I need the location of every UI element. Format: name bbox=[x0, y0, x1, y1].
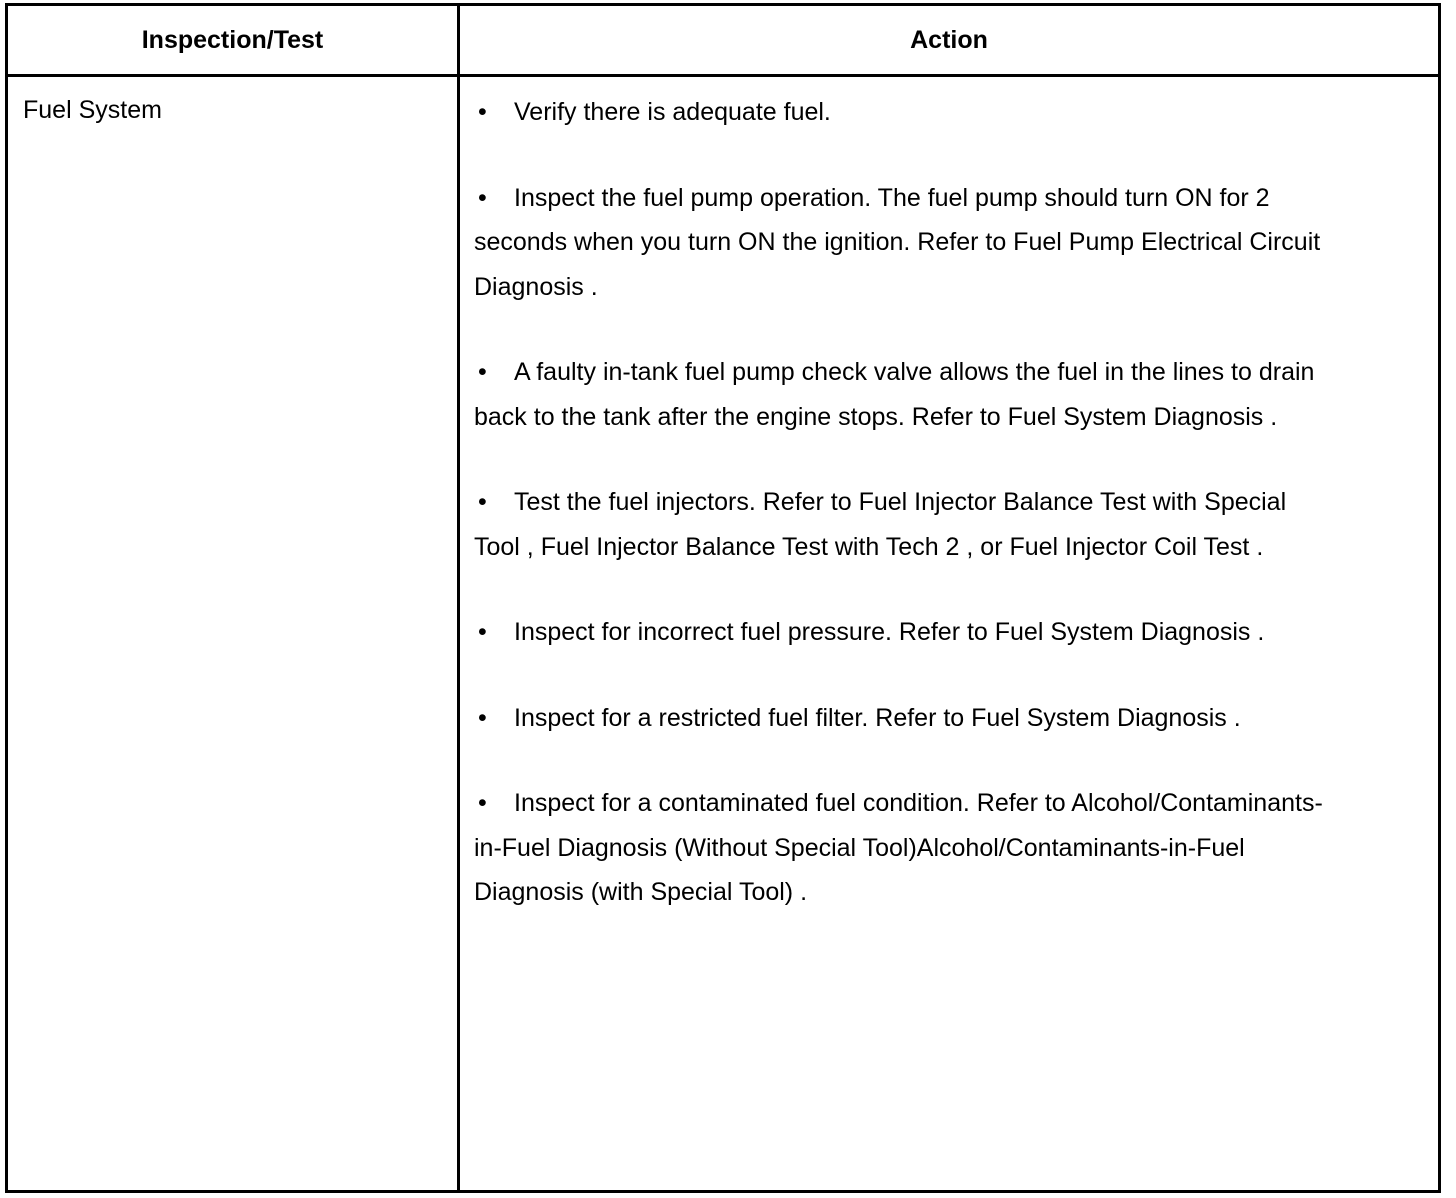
action-cell bbox=[474, 90, 1334, 956]
action-text: Inspect for a restricted fuel filter. Refer to Fuel System Diagnosis . bbox=[514, 703, 1241, 732]
action-text: A faulty in-tank fuel pump check valve allows the fuel in the lines to drain back to the tank after the engine stops. Refer to Fuel System Diagnosis . bbox=[474, 358, 1315, 431]
action-item bbox=[474, 176, 1334, 310]
action-text: Verify there is adequate fuel. bbox=[514, 98, 831, 126]
diagnostic-table bbox=[5, 3, 1441, 1193]
inspection-cell: Fuel System bbox=[23, 96, 162, 124]
action-text: Inspect the fuel pump operation. The fuel pump should turn ON for 2 seconds when you turn ON the ignition. Refer to Fuel Pump Electrical Circuit Diagnosis . bbox=[474, 183, 1321, 301]
bullet-icon: • bbox=[478, 618, 487, 646]
action-text: Inspect for a contaminated fuel condition. Refer to Alcohol/Contaminants-in-Fuel Diagnosis (Without Special Tool)Alcohol/Contaminants-in-Fuel Diagnosis (with Special Tool) . bbox=[474, 789, 1323, 906]
bullet-icon: • bbox=[478, 358, 487, 386]
action-item bbox=[474, 610, 1334, 655]
action-item bbox=[474, 696, 1334, 741]
bullet-icon: • bbox=[478, 98, 487, 126]
table-header-row bbox=[8, 6, 1438, 77]
action-text: Inspect for incorrect fuel pressure. Refer to Fuel System Diagnosis . bbox=[514, 618, 1265, 646]
bullet-icon: • bbox=[478, 183, 487, 212]
bullet-icon: • bbox=[478, 789, 487, 817]
action-text: Test the fuel injectors. Refer to Fuel Injector Balance Test with Special Tool , Fuel Injector Balance Test with Tech 2 , or Fuel Injector Coil Test . bbox=[474, 488, 1287, 561]
column-header-inspection: Inspection/Test bbox=[141, 25, 324, 54]
column-divider bbox=[457, 6, 460, 1190]
action-item bbox=[474, 350, 1334, 439]
action-item bbox=[474, 781, 1334, 915]
column-header-action: Action bbox=[910, 25, 988, 54]
action-item bbox=[474, 480, 1334, 569]
bullet-icon: • bbox=[478, 703, 487, 732]
bullet-icon: • bbox=[478, 488, 487, 516]
action-item bbox=[474, 90, 1334, 135]
